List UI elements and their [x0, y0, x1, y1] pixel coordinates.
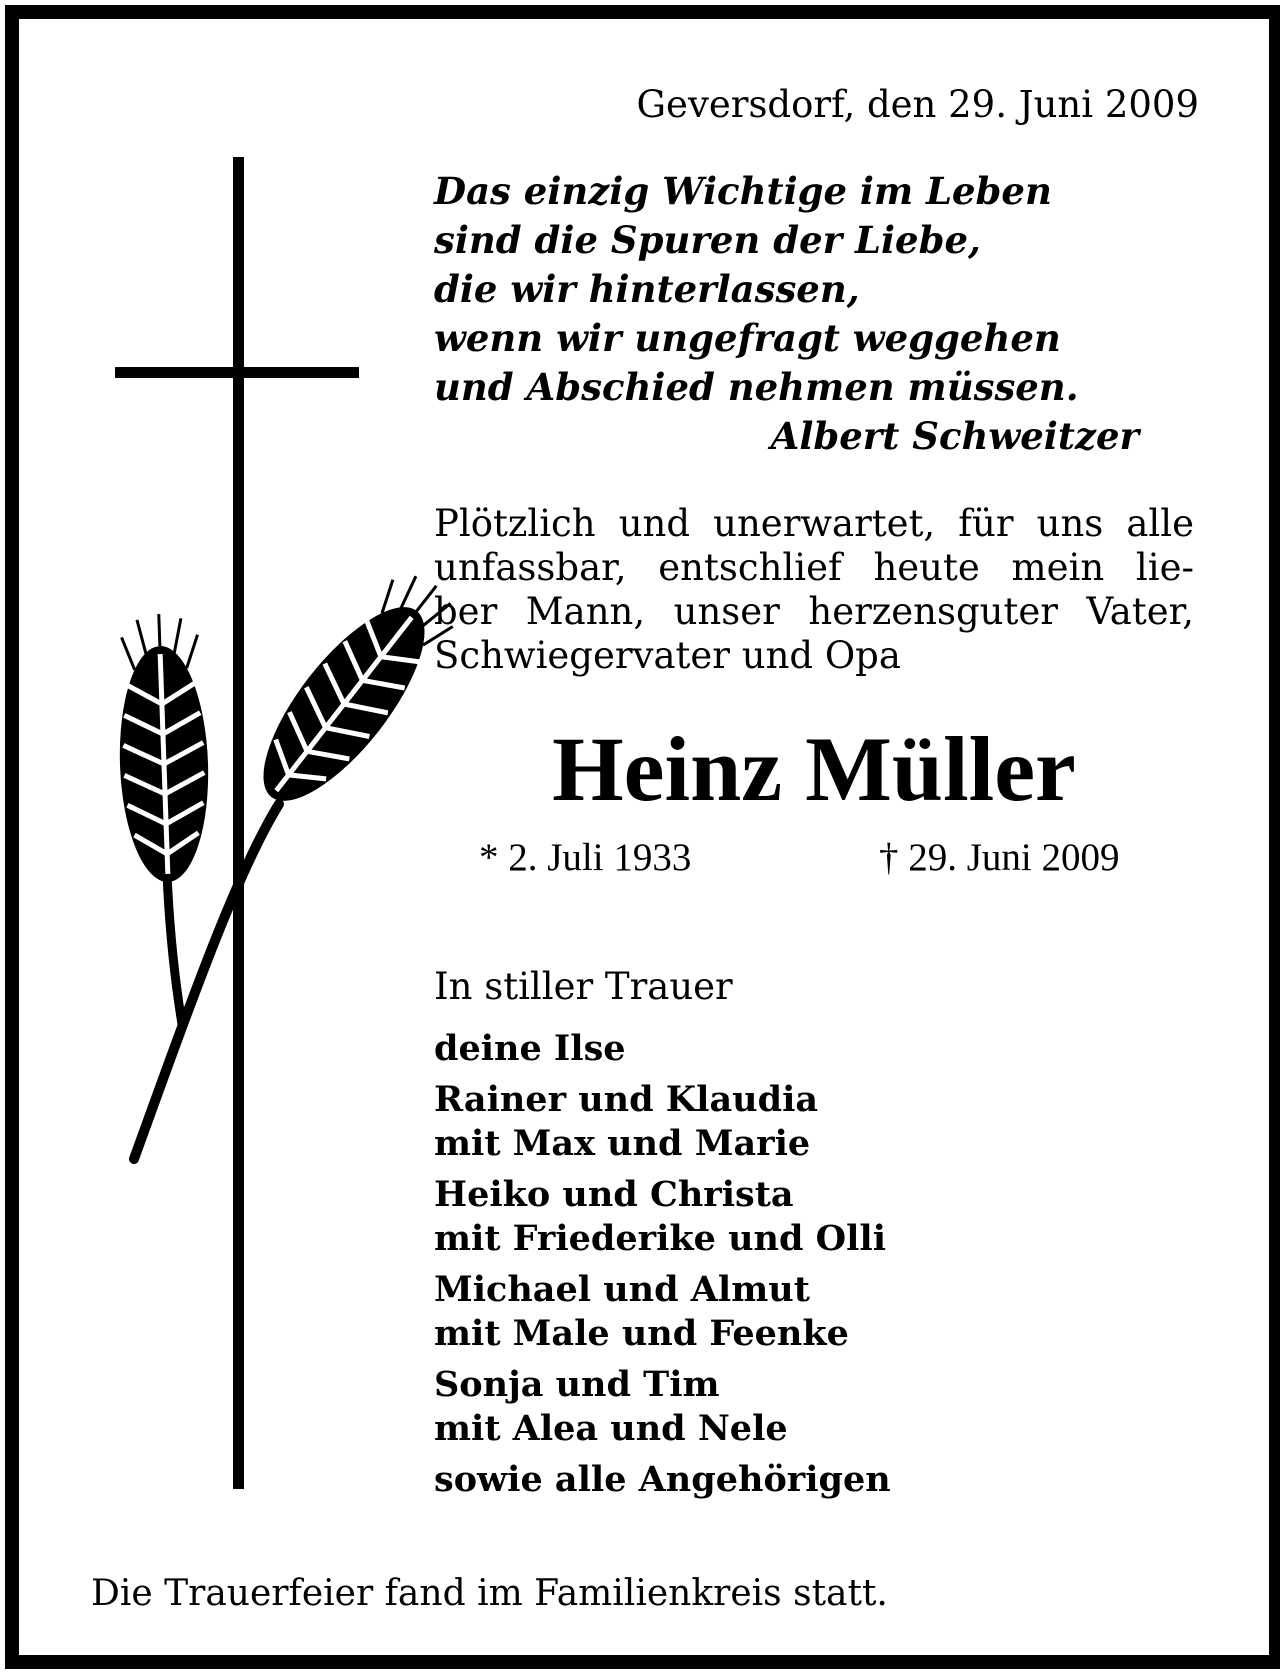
deceased-name: Heinz Müller	[552, 718, 1076, 820]
mourner-group	[434, 1268, 891, 1356]
mourner-line: Rainer und Klaudia	[434, 1079, 819, 1120]
mourner-line: mit Friederike und Olli	[434, 1218, 887, 1259]
intro-line: ber Mann, unser herzensguter Vater,	[434, 590, 1194, 633]
mourner-line: Heiko und Christa	[434, 1174, 794, 1215]
death-date: † 29. Juni 2009	[879, 836, 1120, 879]
intro-line: unfassbar, entschlief heute mein lie-	[434, 546, 1194, 589]
intro-line: Plötzlich und unerwartet, für uns alle	[434, 502, 1194, 545]
funeral-note: Die Trauerfeier fand im Familienkreis statt.	[91, 1573, 888, 1614]
mourner-line: Michael und Almut	[434, 1269, 810, 1310]
mourner-line: sowie alle Angehörigen	[434, 1459, 891, 1500]
birth-date: * 2. Juli 1933	[479, 836, 692, 879]
quote-block	[434, 167, 1209, 461]
mourner-group	[434, 1458, 891, 1502]
mourner-line: deine Ilse	[434, 1028, 626, 1069]
intro-line: Schwiegervater und Opa	[434, 634, 901, 677]
mourner-line: mit Max und Marie	[434, 1123, 811, 1164]
mourner-line: mit Alea und Nele	[434, 1408, 788, 1449]
mourning-intro: In stiller Trauer	[434, 965, 733, 1008]
intro-text	[434, 502, 1194, 678]
quote-line: Das einzig Wichtige im Leben	[434, 169, 1052, 213]
mourners-list	[434, 1027, 891, 1509]
mourner-group	[434, 1027, 891, 1071]
quote-line: die wir hinterlassen,	[434, 267, 860, 311]
quote-line: sind die Spuren der Liebe,	[434, 218, 981, 262]
cross-with-wheat-icon	[19, 19, 479, 1499]
mourner-group	[434, 1363, 891, 1451]
mourner-group	[434, 1173, 891, 1261]
date-line: Geversdorf, den 29. Juni 2009	[636, 83, 1199, 126]
mourner-group	[434, 1078, 891, 1166]
quote-line: und Abschied nehmen müssen.	[434, 365, 1079, 409]
quote-line: wenn wir ungefragt weggehen	[434, 316, 1061, 360]
quote-author: Albert Schweitzer	[770, 414, 1139, 458]
mourner-line: mit Male und Feenke	[434, 1313, 849, 1354]
mourner-line: Sonja und Tim	[434, 1364, 720, 1405]
obituary-frame	[5, 5, 1280, 1669]
